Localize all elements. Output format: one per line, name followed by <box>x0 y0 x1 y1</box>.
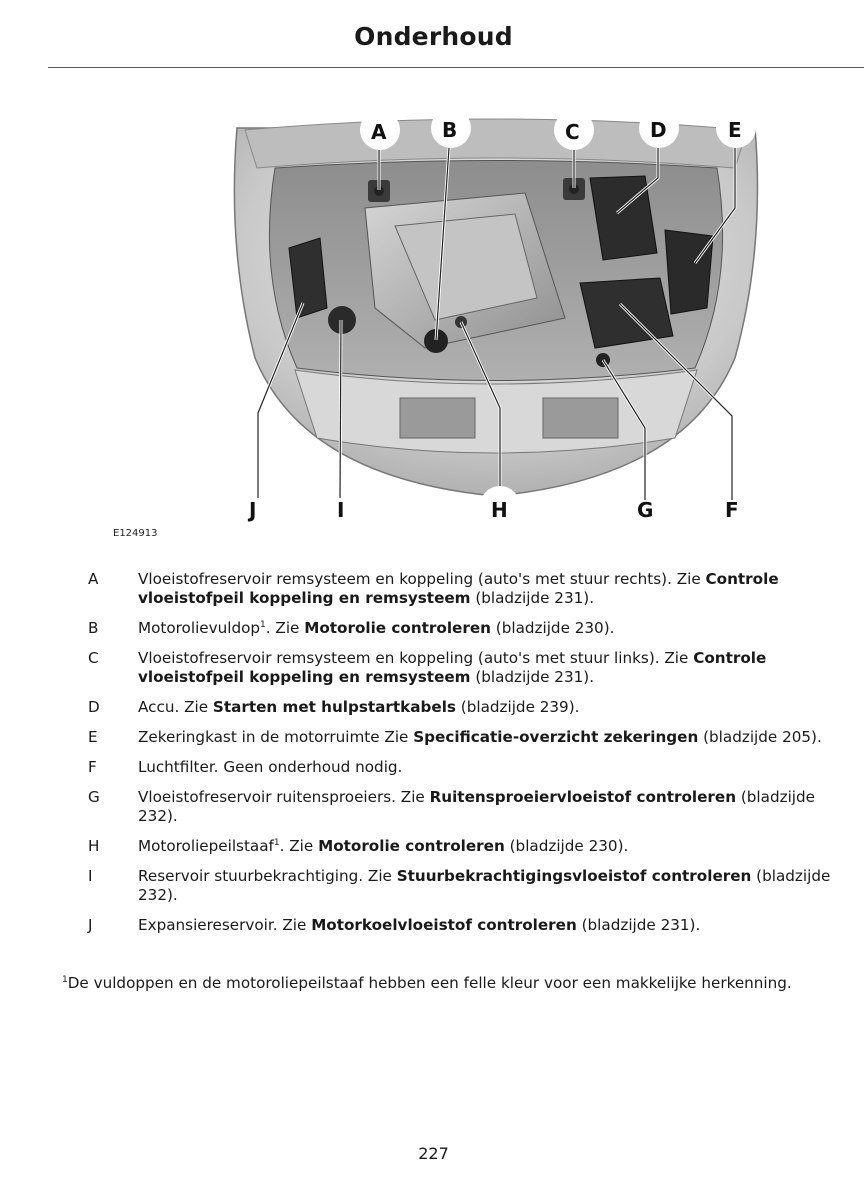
engine-bay-drawing <box>225 108 765 500</box>
legend-item <box>62 570 852 608</box>
legend-description: Accu. Zie Starten met hulpstartkabels (bladzijde 239). <box>138 698 580 716</box>
callout-label-f: F <box>725 498 739 522</box>
legend-description: Zekeringkast in de motorruimte Zie Specificatie-overzicht zekeringen (bladzijde 205). <box>138 728 822 746</box>
cross-reference-link[interactable]: Ruitensproeiervloeistof controleren <box>429 788 737 806</box>
callout-label-a: A <box>371 120 387 144</box>
footnote-text: De vuldoppen en de motoroliepeilstaaf hebben een felle kleur voor een makkelijke herkenning. <box>67 974 792 992</box>
legend-list <box>62 570 852 946</box>
legend-item <box>62 867 852 905</box>
legend-item <box>62 788 852 826</box>
legend-letter: H <box>88 837 100 855</box>
footnote-marker: 1 <box>62 974 68 985</box>
cross-reference-link[interactable]: Motorkoelvloeistof controleren <box>311 916 577 934</box>
engine-bay-illustration <box>225 108 765 522</box>
page-number: 227 <box>418 1144 449 1163</box>
cross-reference-link[interactable]: Motorolie controleren <box>318 837 505 855</box>
cross-reference-link[interactable]: Controle vloeistofpeil koppeling en remsysteem <box>138 649 767 686</box>
legend-description: Expansiereservoir. Zie Motorkoelvloeistof controleren (bladzijde 231). <box>138 916 701 934</box>
callout-label-d: D <box>650 118 667 142</box>
legend-description: Motoroliepeilstaaf$^1$. Zie Motorolie controleren (bladzijde 230). <box>138 837 629 855</box>
callout-label-e: E <box>728 118 742 142</box>
legend-item <box>62 698 852 717</box>
legend-letter: I <box>88 867 93 885</box>
legend-letter: J <box>88 916 93 934</box>
legend-letter: E <box>88 728 98 746</box>
legend-item <box>62 916 852 935</box>
legend-letter: G <box>88 788 100 806</box>
legend-item <box>62 758 852 777</box>
legend-description: Reservoir stuurbekrachtiging. Zie Stuurbekrachtigingsvloeistof controleren (bladzijde 232). <box>138 867 831 904</box>
figure-image-id: E124913 <box>113 528 158 539</box>
page-title: Onderhoud <box>354 22 513 51</box>
legend-description: Vloeistofreservoir remsysteem en koppeling (auto's met stuur rechts). Zie Controle vloeistofpeil koppeling en remsysteem (bladzijde 231). <box>138 570 779 607</box>
legend-item <box>62 837 852 856</box>
legend-item <box>62 619 852 638</box>
callout-label-i: I <box>337 498 345 522</box>
footnote-marker: 1 <box>273 837 280 848</box>
footnote-marker: 1 <box>260 619 266 630</box>
footnote <box>62 972 822 995</box>
legend-letter: B <box>88 619 99 637</box>
legend-letter: A <box>88 570 99 588</box>
legend-description: Motorolievuldop$^1$. Zie Motorolie controleren (bladzijde 230). <box>138 619 615 637</box>
cross-reference-link[interactable]: Specificatie-overzicht zekeringen <box>413 728 699 746</box>
cross-reference-link[interactable]: Starten met hulpstartkabels <box>212 698 456 716</box>
legend-description: Vloeistofreservoir ruitensproeiers. Zie Ruitensproeiervloeistof controleren (bladzijde 232). <box>138 788 815 825</box>
legend-description: Luchtfilter. Geen onderhoud nodig. <box>138 758 403 776</box>
title-divider <box>48 67 864 68</box>
legend-item <box>62 649 852 687</box>
legend-item <box>62 728 852 747</box>
legend-letter: C <box>88 649 99 667</box>
legend-letter: F <box>88 758 97 776</box>
callout-label-c: C <box>565 120 580 144</box>
callout-label-j: J <box>249 498 257 522</box>
callout-label-h: H <box>491 498 508 522</box>
cross-reference-link[interactable]: Motorolie controleren <box>304 619 491 637</box>
legend-description: Vloeistofreservoir remsysteem en koppeling (auto's met stuur links). Zie Controle vloeistofpeil koppeling en remsysteem (bladzijde 231). <box>138 649 767 686</box>
callout-label-b: B <box>442 118 458 142</box>
cross-reference-link[interactable]: Controle vloeistofpeil koppeling en remsysteem <box>138 570 779 607</box>
legend-letter: D <box>88 698 100 716</box>
cross-reference-link[interactable]: Stuurbekrachtigingsvloeistof controleren <box>396 867 752 885</box>
callout-label-g: G <box>637 498 654 522</box>
